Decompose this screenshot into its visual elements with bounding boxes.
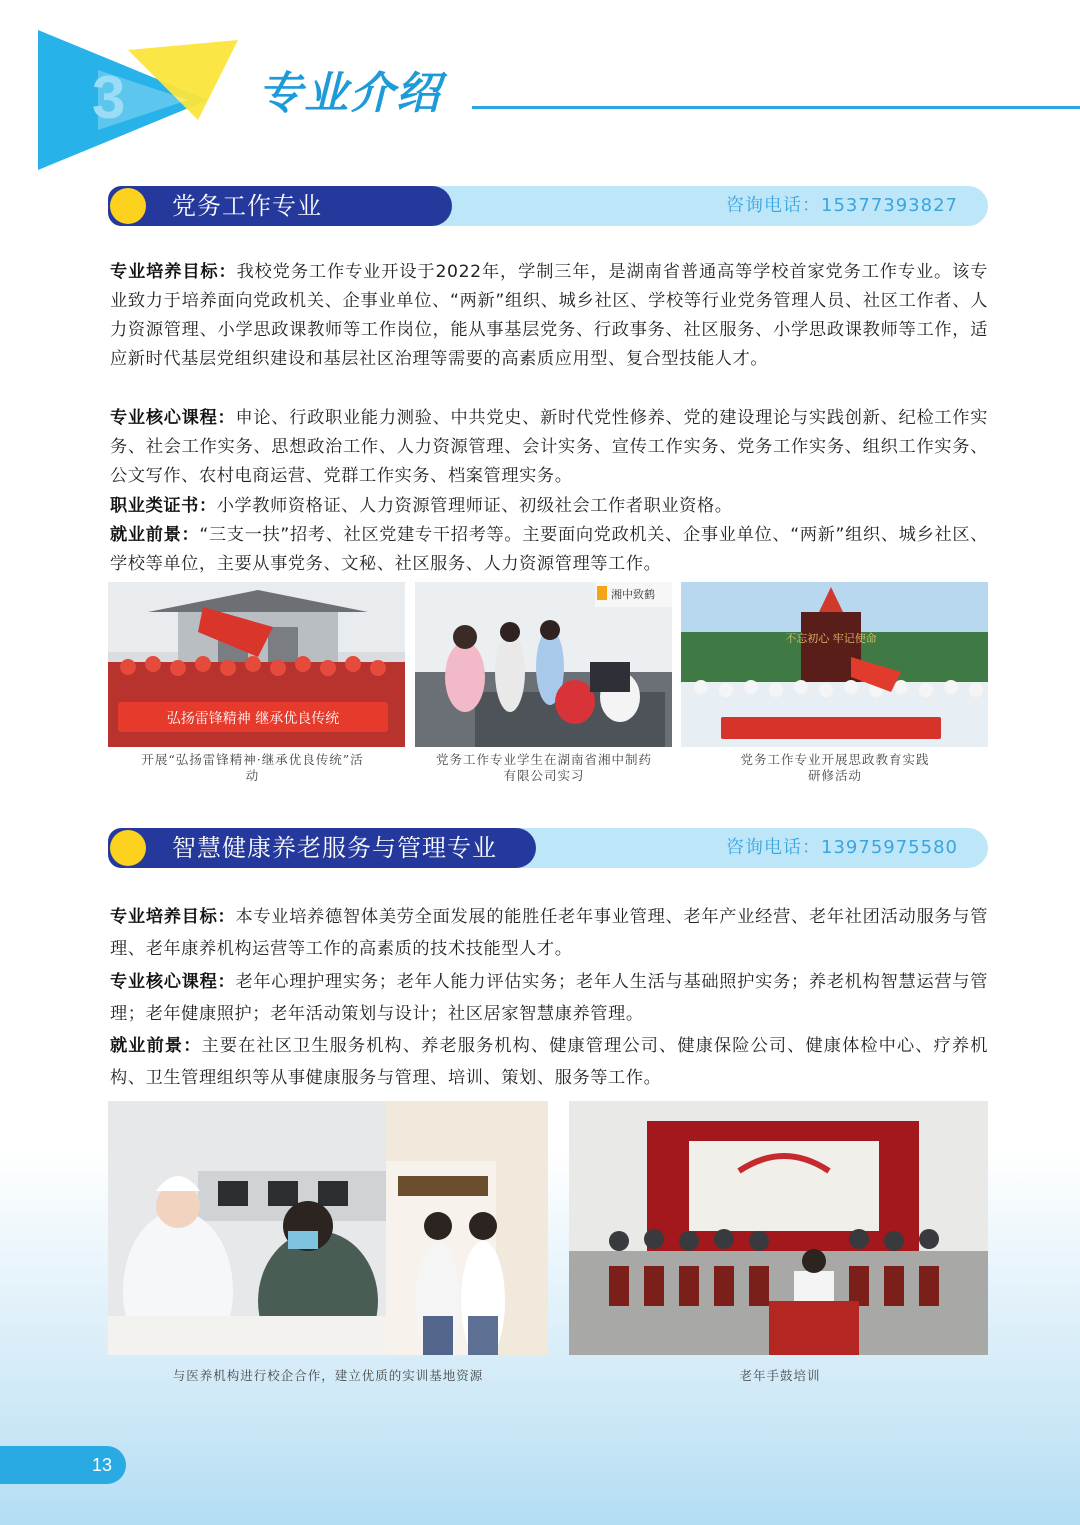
paragraph-core-courses: [110, 404, 988, 491]
photo-internship: [415, 582, 672, 747]
paragraph-label: 专业核心课程：: [110, 972, 236, 992]
photo-medical-cooperation: [108, 1101, 548, 1355]
paragraph-text: 老年心理护理实务；老年人能力评估实务；老年人生活与基础照护实务；养老机构智慧运营与管理；老年健康照护；老年活动策划与设计；社区居家智慧康养管理。: [110, 972, 988, 1024]
major-band-smart-elderly-care: [108, 828, 988, 868]
paragraph-text: 小学教师资格证、人力资源管理师证、初级社会工作者职业资格。: [216, 496, 733, 516]
yellow-dot-icon: [110, 188, 146, 224]
photo-caption: 开展“弘扬雷锋精神·继承优良传统”活动: [141, 752, 364, 783]
photo-leifeng-activity: [108, 582, 405, 747]
photo-ideological-study: [681, 582, 988, 747]
paragraph-training-goal: [110, 901, 988, 965]
paragraph-label: 职业类证书：: [110, 496, 217, 516]
paragraph-label: 就业前景：: [110, 1036, 202, 1056]
paragraph-text: 主要在社区卫生服务机构、养老服务机构、健康管理公司、健康保险公司、健康体检中心、疗养机构、卫生管理组织等从事健康服务与管理、培训、策划、服务等工作。: [110, 1036, 988, 1088]
paragraph-text: 我校党务工作专业开设于2022年，学制三年，是湖南省普通高等学校首家党务工作专业。该专业致力于培养面向党政机关、企事业单位、“两新”组织、城乡社区、学校等行业党务管理人员、社区工作者、人力资源管理、小学思政课教师等工作岗位，能从事基层党务、行政事务、社区服务、小学思政课教师等工作，适应新时代基层党组织建设和基层社区治理等需要的高素质应用型、复合型技能人才。: [110, 262, 989, 369]
consult-phone: 咨询电话：15377393827: [726, 195, 958, 216]
photo-caption: 与医养机构进行校企合作，建立优质的实训基地资源: [172, 1368, 484, 1383]
banner-text: 弘扬雷锋精神 继承优良传统: [166, 711, 340, 727]
paragraph-certificates: [110, 492, 988, 521]
major-title: 党务工作专业: [172, 192, 322, 220]
header-decoration: [38, 30, 238, 170]
paragraph-label: 专业核心课程：: [110, 408, 236, 428]
photo-caption: 党务工作专业学生在湖南省湘中制药有限公司实习: [435, 752, 652, 783]
paragraph-training-goal: [110, 258, 988, 374]
page-title: 专业介绍: [258, 68, 442, 119]
major-title: 智慧健康养老服务与管理专业: [172, 834, 497, 862]
paragraph-label: 专业培养目标：: [110, 907, 236, 927]
yellow-dot-icon: [110, 830, 146, 866]
paragraph-label: 就业前景：: [110, 525, 200, 545]
paragraph-employment: [110, 1030, 988, 1094]
major-band-party-affairs: [108, 186, 988, 226]
paragraph-core-courses: [110, 966, 988, 1030]
monument-text: 不忘初心 牢记使命: [785, 632, 877, 645]
paragraph-text: 申论、行政职业能力测验、中共党史、新时代党性修养、党的建设理论与实践创新、纪检工作实务、社会工作实务、思想政治工作、人力资源管理、会计实务、宣传工作实务、党务工作实务、组织工作实务、公文写作、农村电商运营、党群工作实务、档案管理实务。: [110, 408, 988, 486]
page-number: 13: [92, 1455, 113, 1475]
photo-caption: 党务工作专业开展思政教育实践研修活动: [740, 752, 930, 783]
sign-text: 湘中致鹤: [611, 588, 655, 601]
photo-caption: 老年手鼓培训: [739, 1368, 821, 1383]
section-number: 3: [92, 64, 126, 131]
title-divider: [472, 106, 1080, 109]
paragraph-text: “三支一扶”招考、社区党建专干招考等。主要面向党政机关、企事业单位、“两新”组织、城乡社区、学校等单位，主要从事党务、文秘、社区服务、人力资源管理等工作。: [110, 525, 988, 574]
photo-hand-drum-training: [569, 1101, 988, 1355]
consult-phone: 咨询电话：13975975580: [726, 837, 958, 858]
paragraph-label: 专业培养目标：: [110, 262, 237, 282]
paragraph-text: 本专业培养德智体美劳全面发展的能胜任老年事业管理、老年产业经营、老年社团活动服务与管理、老年康养机构运营等工作的高素质的技术技能型人才。: [110, 907, 988, 959]
paragraph-employment: [110, 521, 988, 579]
